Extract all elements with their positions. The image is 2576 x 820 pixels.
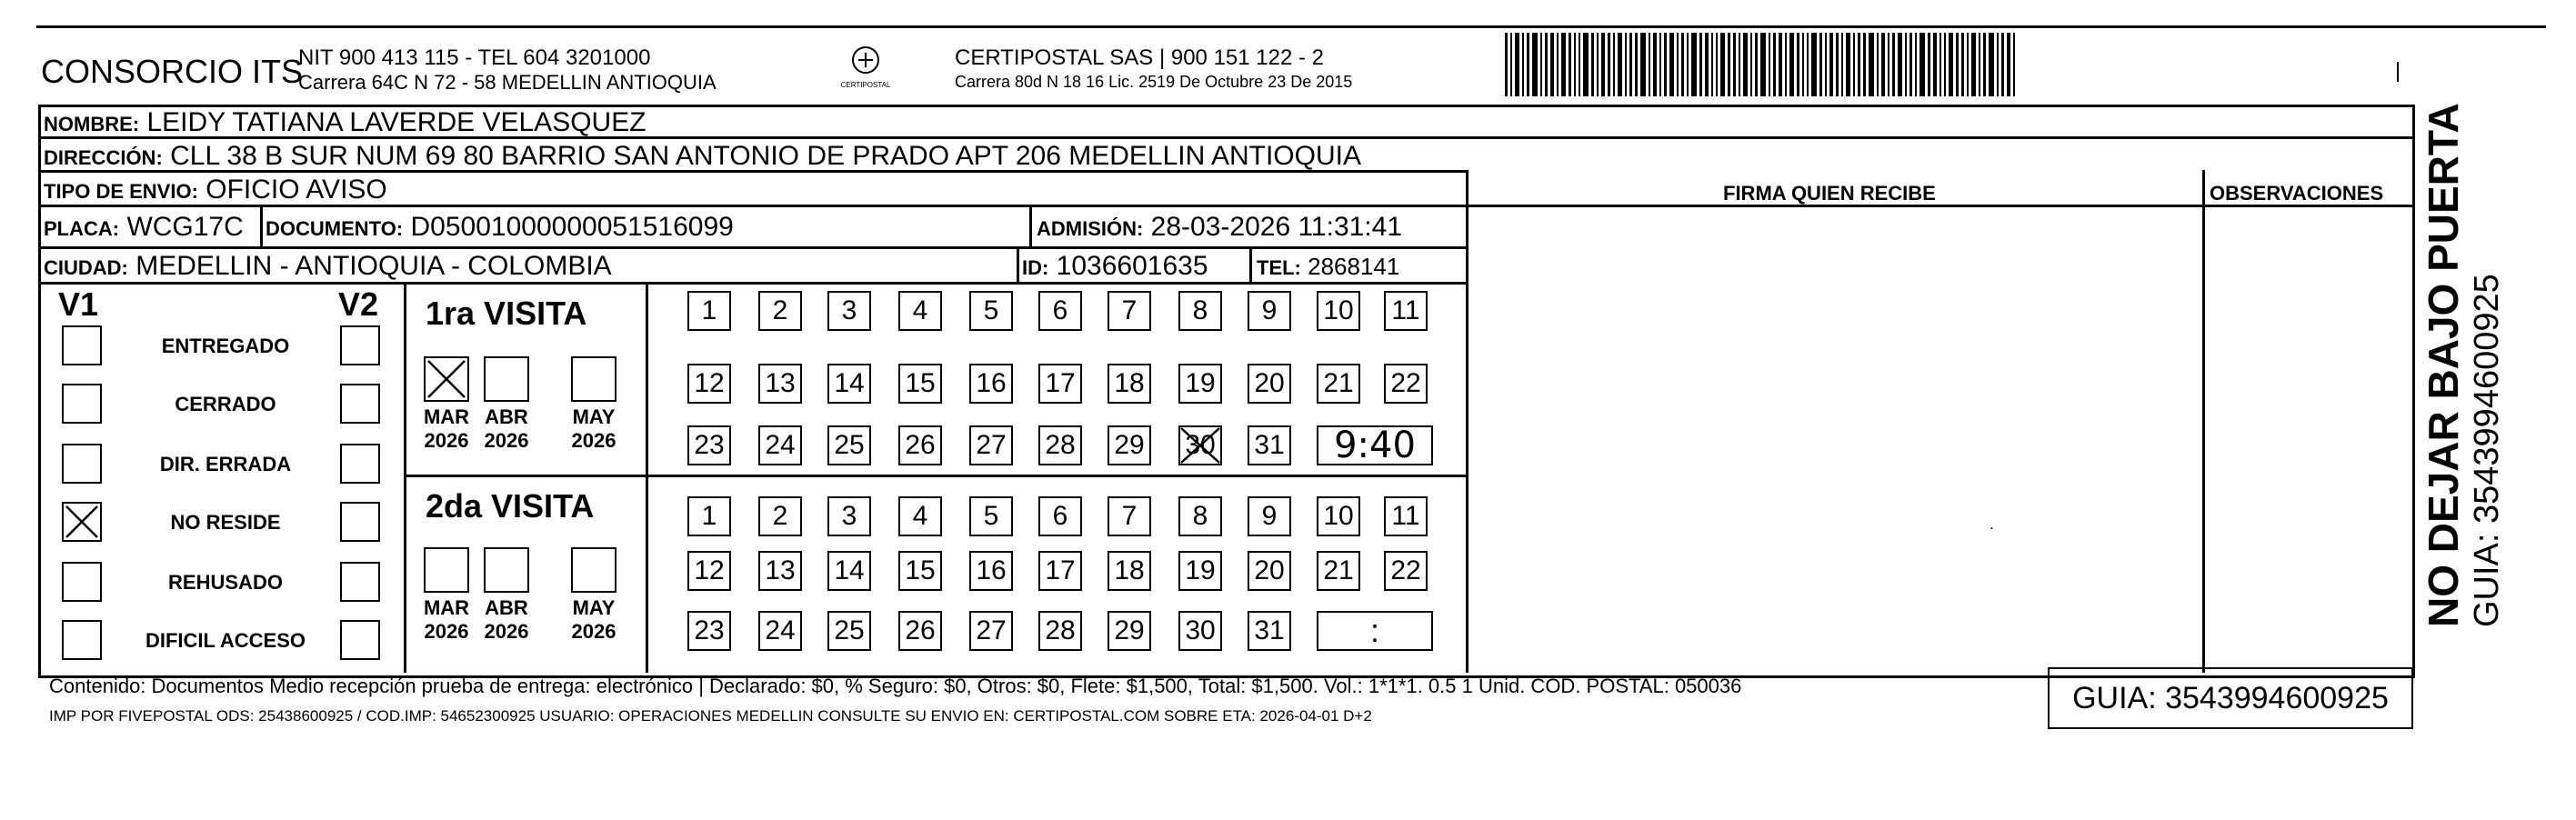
day-box-checked[interactable]: 30 [1178,425,1222,465]
day-box[interactable]: 8 [1178,496,1222,536]
day-box[interactable]: 20 [1248,364,1291,404]
barcode-bar [1829,33,1833,96]
day-box[interactable]: 28 [1038,425,1082,465]
v2-checkbox[interactable] [340,384,380,424]
col-divider [1029,205,1032,246]
barcode-bar [1669,33,1674,96]
form-box [38,105,2415,678]
tel-label: TEL: [1257,256,1301,279]
barcode-bar [1510,33,1512,96]
v2-checkbox[interactable] [340,444,380,484]
barcode-bar [2001,33,2004,96]
footer-guia: GUIA: 3543994600925 [2048,667,2413,729]
day-box[interactable]: 7 [1108,291,1151,331]
side-warning: NO DEJAR BAJO PUERTA [2420,103,2467,627]
observaciones-header: OBSERVACIONES [2210,182,2384,205]
barcode-bar [2007,33,2010,96]
month-name: ABR [485,596,528,619]
barcode-bar [1601,33,1605,96]
barcode-bar [1802,33,1804,96]
day-box[interactable]: 22 [1384,364,1428,404]
day-box[interactable]: 13 [758,364,802,404]
month-name: MAY [572,596,616,619]
day-box[interactable]: 29 [1108,425,1151,465]
firma-header: FIRMA QUIEN RECIBE [1723,182,1936,205]
v2-checkbox[interactable] [340,325,380,365]
barcode-bar [1640,33,1646,96]
status-option-label: DIR. ERRADA [159,453,292,475]
barcode-bar [2013,33,2015,96]
barcode-bar [1720,33,1725,96]
day-box[interactable]: 4 [898,496,942,536]
certipostal-logo-icon [838,40,893,95]
tipo-value: OFICIO AVISO [205,175,387,205]
barcode-bar [1807,33,1809,96]
day-box[interactable]: 10 [1317,291,1360,331]
nombre-label: NOMBRE: [44,113,140,135]
month-checkbox[interactable] [484,356,529,402]
day-box[interactable]: 24 [758,425,802,465]
day-box[interactable]: 31 [1248,611,1291,651]
day-box[interactable]: 17 [1038,551,1082,591]
month-year: 2026 [424,429,469,453]
day-box[interactable]: 21 [1317,551,1360,591]
barcode-bar [1919,33,1925,96]
barcode-bar [1716,33,1718,96]
documento-value: D05001000000051516099 [410,212,734,242]
status-option-label: DIFICIL ACCESO [145,629,306,652]
day-box[interactable]: 27 [969,425,1013,465]
month-name: ABR [485,405,528,428]
barcode-bar [1846,33,1850,96]
nombre-value: LEIDY TATIANA LAVERDE VELASQUEZ [146,107,647,137]
v1-checkbox[interactable] [62,384,102,424]
barcode-bar [1618,33,1622,96]
day-box[interactable]: 25 [827,425,871,465]
barcode-bar [1522,33,1524,96]
barcode-bar [1967,33,1969,96]
tipo-label: TIPO DE ENVIO: [44,180,198,203]
day-box[interactable]: 15 [898,364,942,404]
day-box[interactable]: 13 [758,551,802,591]
barcode-bar [1527,33,1529,96]
tipo-row [44,176,387,204]
barcode-bar [1949,33,1953,96]
company-name: CONSORCIO ITS [41,53,304,90]
direccion-value: CLL 38 B SUR NUM 69 80 BARRIO SAN ANTONIO DE PRADO APT 206 MEDELLIN ANTIOQUIA [170,141,1361,171]
barcode-bar [1591,33,1594,96]
barcode-bar [1739,33,1740,96]
carrier-name: CERTIPOSTAL SAS | 900 151 122 - 2 [955,45,1324,70]
month-checkbox[interactable] [424,547,469,593]
barcode-bar [1705,33,1709,96]
barcode-bar [1557,33,1559,96]
barcode-bar [1681,33,1684,96]
barcode-bar [1699,33,1702,96]
status-option-label: NO RESIDE [170,511,281,534]
placa-row [44,214,244,241]
barcode-bar [1997,33,1999,96]
barcode-bar [1540,33,1542,96]
barcode-bar [1664,33,1667,96]
v1-checkbox[interactable] [62,562,102,602]
barcode-bar [1898,33,1902,96]
barcode-bar [1769,33,1770,96]
logo-text: CERTIPOSTAL [840,81,891,89]
day-box[interactable]: 21 [1317,364,1360,404]
month-label [475,596,538,645]
month-label [562,596,626,645]
barcode-bar [1933,33,1937,96]
barcode-bar [1892,33,1895,96]
month-name: MAR [423,405,470,428]
day-box[interactable]: 6 [1038,496,1082,536]
barcode-bar [1773,33,1776,96]
barcode-bar [1789,33,1794,96]
month-year: 2026 [571,429,616,453]
side-text [2419,103,2507,627]
v1-checkbox[interactable] [62,325,102,365]
v2-label: V2 [338,285,379,323]
month-name: MAY [572,405,616,428]
barcode-bar [1608,33,1610,96]
barcode-bar [1971,33,1976,96]
day-box[interactable]: 6 [1038,291,1082,331]
barcode-bar [1928,33,1930,96]
id-row [1022,253,1208,280]
barcode-bar [1909,33,1912,96]
barcode-bar [1811,33,1817,96]
barcode-bar [1550,33,1554,96]
day-box[interactable]: 30 [1178,611,1222,651]
col-divider [646,282,648,673]
day-box[interactable]: 28 [1038,611,1082,651]
day-box[interactable]: 23 [687,611,731,651]
barcode-bar [1888,33,1889,96]
day-box[interactable]: 18 [1108,551,1151,591]
day-box[interactable]: 9 [1248,291,1291,331]
month-year: 2026 [484,429,529,453]
barcode-bar [1613,33,1615,96]
status-option-label: REHUSADO [168,571,283,594]
month-year: 2026 [571,620,616,644]
col-divider [1017,246,1019,282]
documento-label: DOCUMENTO: [266,217,404,240]
day-box[interactable]: 27 [969,611,1013,651]
barcode-bar [1677,33,1679,96]
v2-checkbox[interactable] [340,562,380,602]
month-label [415,405,478,454]
direccion-label: DIRECCIÓN: [44,146,163,169]
ciudad-row [44,253,612,280]
barcode [1505,33,2232,96]
day-box[interactable]: 7 [1108,496,1151,536]
day-box[interactable]: 9 [1248,496,1291,536]
col-divider [404,282,406,673]
top-border [36,25,2546,28]
barcode-bar [1583,33,1589,96]
barcode-bar [1755,33,1758,96]
month-name: MAR [423,596,470,619]
barcode-bar [1625,33,1627,96]
day-check-mark [1178,425,1222,465]
company-address: Carrera 64C N 72 - 58 MEDELLIN ANTIOQUIA [298,71,717,94]
second-visit-title: 2da VISITA [426,487,595,525]
placa-label: PLACA: [44,217,120,240]
day-box[interactable]: 2 [758,496,802,536]
barcode-bar [1863,33,1866,96]
barcode-bar [1574,33,1576,96]
barcode-bar [1915,33,1917,96]
barcode-bar [1505,33,1508,96]
barcode-bar [1545,33,1548,96]
barcode-bar [1687,33,1689,96]
ciudad-value: MEDELLIN - ANTIOQUIA - COLOMBIA [135,251,612,281]
row-divider [404,475,1466,477]
footer-print-info: IMP POR FIVEPOSTAL ODS: 25438600925 / COD.IMP: 54652300925 USUARIO: OPERACIONES MEDELLIN CONSULTE SU ENVIO EN: CERTIPOSTAL.COM SOBRE ETA: 2026-04-01 D+2 [49,707,1372,725]
month-label [475,405,538,454]
col-divider [1466,170,1468,673]
barcode-bar [1905,33,1907,96]
barcode-bar [1635,33,1638,96]
barcode-bar [1750,33,1752,96]
day-box[interactable]: 4 [898,291,942,331]
barcode-bar [1659,33,1661,96]
day-box[interactable]: 23 [687,425,731,465]
barcode-bar [1649,33,1650,96]
barcode-bar [1983,33,1986,96]
barcode-bar [1515,33,1519,96]
barcode-bar [1760,33,1766,96]
mark [2397,62,2399,82]
barcode-bar [1989,33,1994,96]
day-box[interactable]: 19 [1178,551,1222,591]
barcode-bar [1733,33,1736,96]
barcode-bar [1877,33,1879,96]
barcode-bar [1869,33,1874,96]
barcode-bar [1779,33,1782,96]
day-box[interactable]: 14 [827,364,871,404]
barcode-bar [1653,33,1657,96]
barcode-bar [1881,33,1885,96]
admision-value: 28-03-2026 11:31:41 [1150,212,1403,242]
status-option-label: ENTREGADO [161,335,290,357]
tel-row [1257,255,1399,278]
month-checkbox[interactable] [484,547,529,593]
day-box[interactable]: 2 [758,291,802,331]
documento-row [266,214,734,241]
v1-checkbox-checked[interactable] [62,502,102,542]
day-box[interactable]: 10 [1317,496,1360,536]
barcode-bar [1858,33,1860,96]
v1-checkbox[interactable] [62,444,102,484]
side-guia: GUIA: 3543994600925 [2468,274,2506,627]
day-box[interactable]: 1 [687,496,731,536]
barcode-bar [1853,33,1855,96]
first-visit-time[interactable]: 9:40 [1317,425,1433,465]
month-label [562,405,626,454]
second-visit-time[interactable]: : [1317,611,1433,651]
day-box[interactable]: 3 [827,496,871,536]
barcode-bar [1597,33,1599,96]
day-box[interactable]: 24 [758,611,802,651]
barcode-bar [1979,33,1980,96]
row-divider [38,282,1466,285]
day-box[interactable]: 17 [1038,364,1082,404]
barcode-bar [1561,33,1566,96]
barcode-bar [1785,33,1787,96]
tel-value: 2868141 [1308,253,1400,280]
status-option-label: CERRADO [175,393,276,415]
barcode-bar [1691,33,1697,96]
barcode-bar [1743,33,1748,96]
barcode-bar [1944,33,1946,96]
day-box[interactable]: 18 [1108,364,1151,404]
barcode-bar [1836,33,1839,96]
month-year: 2026 [484,620,529,644]
barcode-bar [1961,33,1964,96]
admision-label: ADMISIÓN: [1037,217,1144,240]
day-box[interactable]: 11 [1384,496,1428,536]
day-box[interactable]: 12 [687,551,731,591]
day-box[interactable]: 15 [898,551,942,591]
barcode-bar [1579,33,1580,96]
day-box[interactable]: 25 [827,611,871,651]
day-box[interactable]: 19 [1178,364,1222,404]
id-value: 1036601635 [1056,251,1208,281]
placa-value: WCG17C [126,212,244,242]
carrier-address: Carrera 80d N 18 16 Lic. 2519 De Octubre 23 De 2015 [955,73,1353,91]
barcode-bar [1569,33,1571,96]
day-box[interactable]: 16 [969,364,1013,404]
v2-checkbox[interactable] [340,502,380,542]
v1-checkbox[interactable] [62,620,102,660]
day-box[interactable]: 26 [898,611,942,651]
month-year: 2026 [424,620,469,644]
month-checkbox-checked[interactable] [424,356,469,402]
barcode-bar [1728,33,1730,96]
day-box[interactable]: 26 [898,425,942,465]
month-label [415,596,478,645]
barcode-bar [1819,33,1822,96]
footer-content: Contenido: Documentos Medio recepción prueba de entrega: electrónico | Declarado: $0, % Seguro: $0, Otros: $0, Flete: $1,500, Total: $1,500. Vol.: 1*1*1. 0.5 1 Unid. COD. POSTAL: 050036 [49,675,1742,697]
barcode-bar [1629,33,1632,96]
barcode-bar [1940,33,1941,96]
day-box[interactable]: 22 [1384,551,1428,591]
barcode-bar [1841,33,1843,96]
id-label: ID: [1022,256,1049,279]
day-box[interactable]: 11 [1384,291,1428,331]
day-box[interactable]: 3 [827,291,871,331]
month-checkbox[interactable] [571,356,616,402]
stray-mark: ˙ [1990,525,1996,545]
day-box[interactable]: 14 [827,551,871,591]
v2-checkbox[interactable] [340,620,380,660]
day-box[interactable]: 29 [1108,611,1151,651]
day-box[interactable]: 31 [1248,425,1291,465]
col-divider [260,205,263,246]
day-box[interactable]: 8 [1178,291,1222,331]
first-visit-title: 1ra VISITA [426,295,587,332]
direccion-row [44,143,1361,170]
day-box[interactable]: 1 [687,291,731,331]
day-box[interactable]: 12 [687,364,731,404]
admision-row [1037,214,1402,241]
day-box[interactable]: 20 [1248,551,1291,591]
day-box[interactable]: 16 [969,551,1013,591]
company-nit: NIT 900 413 115 - TEL 604 3201000 [298,45,651,70]
ciudad-label: CIUDAD: [44,256,128,279]
barcode-bar [1825,33,1827,96]
row-divider [38,205,2412,207]
barcode-bar [1532,33,1538,96]
col-divider [1249,246,1252,282]
col-divider [2202,170,2205,673]
barcode-bar [1956,33,1959,96]
day-box[interactable]: 5 [969,291,1013,331]
barcode-bar [1797,33,1799,96]
month-checkbox[interactable] [571,547,616,593]
v1-label: V1 [58,285,99,323]
nombre-row [44,109,647,136]
day-box[interactable]: 5 [969,496,1013,536]
barcode-bar [1711,33,1713,96]
